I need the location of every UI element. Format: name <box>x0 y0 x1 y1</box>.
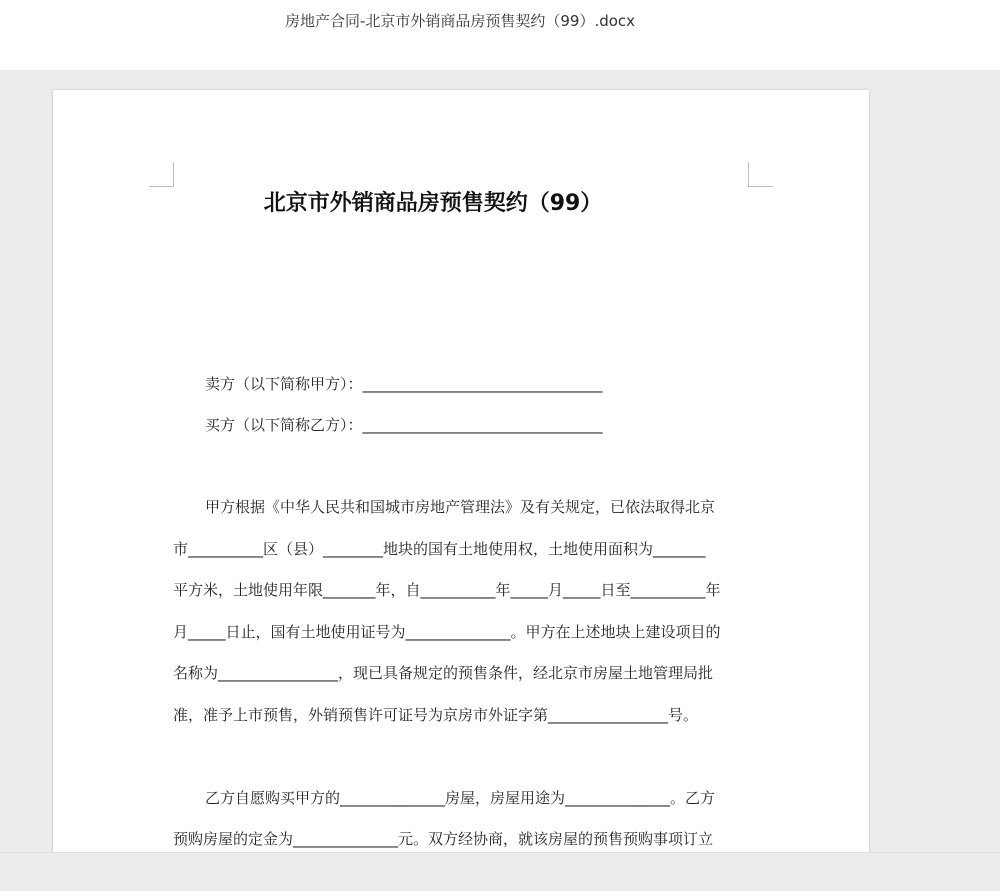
document-heading: 北京市外销商品房预售契约（99） <box>263 191 603 216</box>
paragraph-line: 平方米，土地使用年限_______年，自__________年_____月_____日至__________年 <box>173 581 721 599</box>
paragraph-line: 市__________区（县）________地块的国有土地使用权，土地使用面积为_______ <box>173 540 706 558</box>
buyer-line: 买方（以下简称乙方）：________________________________ <box>205 416 603 434</box>
paragraph-line: 月_____日止，国有土地使用证号为______________。甲方在上述地块上建设项目的 <box>173 623 721 641</box>
top-bar <box>0 0 1000 70</box>
document-viewer[interactable] <box>0 70 1000 852</box>
paragraph-line: 名称为________________，现已具备规定的预售条件，经北京市房屋土地管理局批 <box>173 664 714 682</box>
margin-corner-marker <box>149 162 174 187</box>
paragraph-line: 预购房屋的定金为______________元。双方经协商，就该房屋的预售预购事项订立 <box>173 830 714 848</box>
seller-line: 卖方（以下简称甲方）：________________________________ <box>205 375 603 393</box>
document-filename: 房地产合同-北京市外销商品房预售契约（99）.docx <box>284 12 636 30</box>
bottom-bar <box>0 852 1000 891</box>
paragraph-line: 准，准予上市预售，外销预售许可证号为京房市外证字第________________号。 <box>173 706 699 724</box>
paragraph-line: 甲方根据《中华人民共和国城市房地产管理法》及有关规定，已依法取得北京 <box>205 498 716 516</box>
paragraph-line: 乙方自愿购买甲方的______________房屋，房屋用途为______________。乙方 <box>205 789 716 807</box>
margin-corner-marker <box>748 162 773 187</box>
document-page <box>53 90 869 852</box>
